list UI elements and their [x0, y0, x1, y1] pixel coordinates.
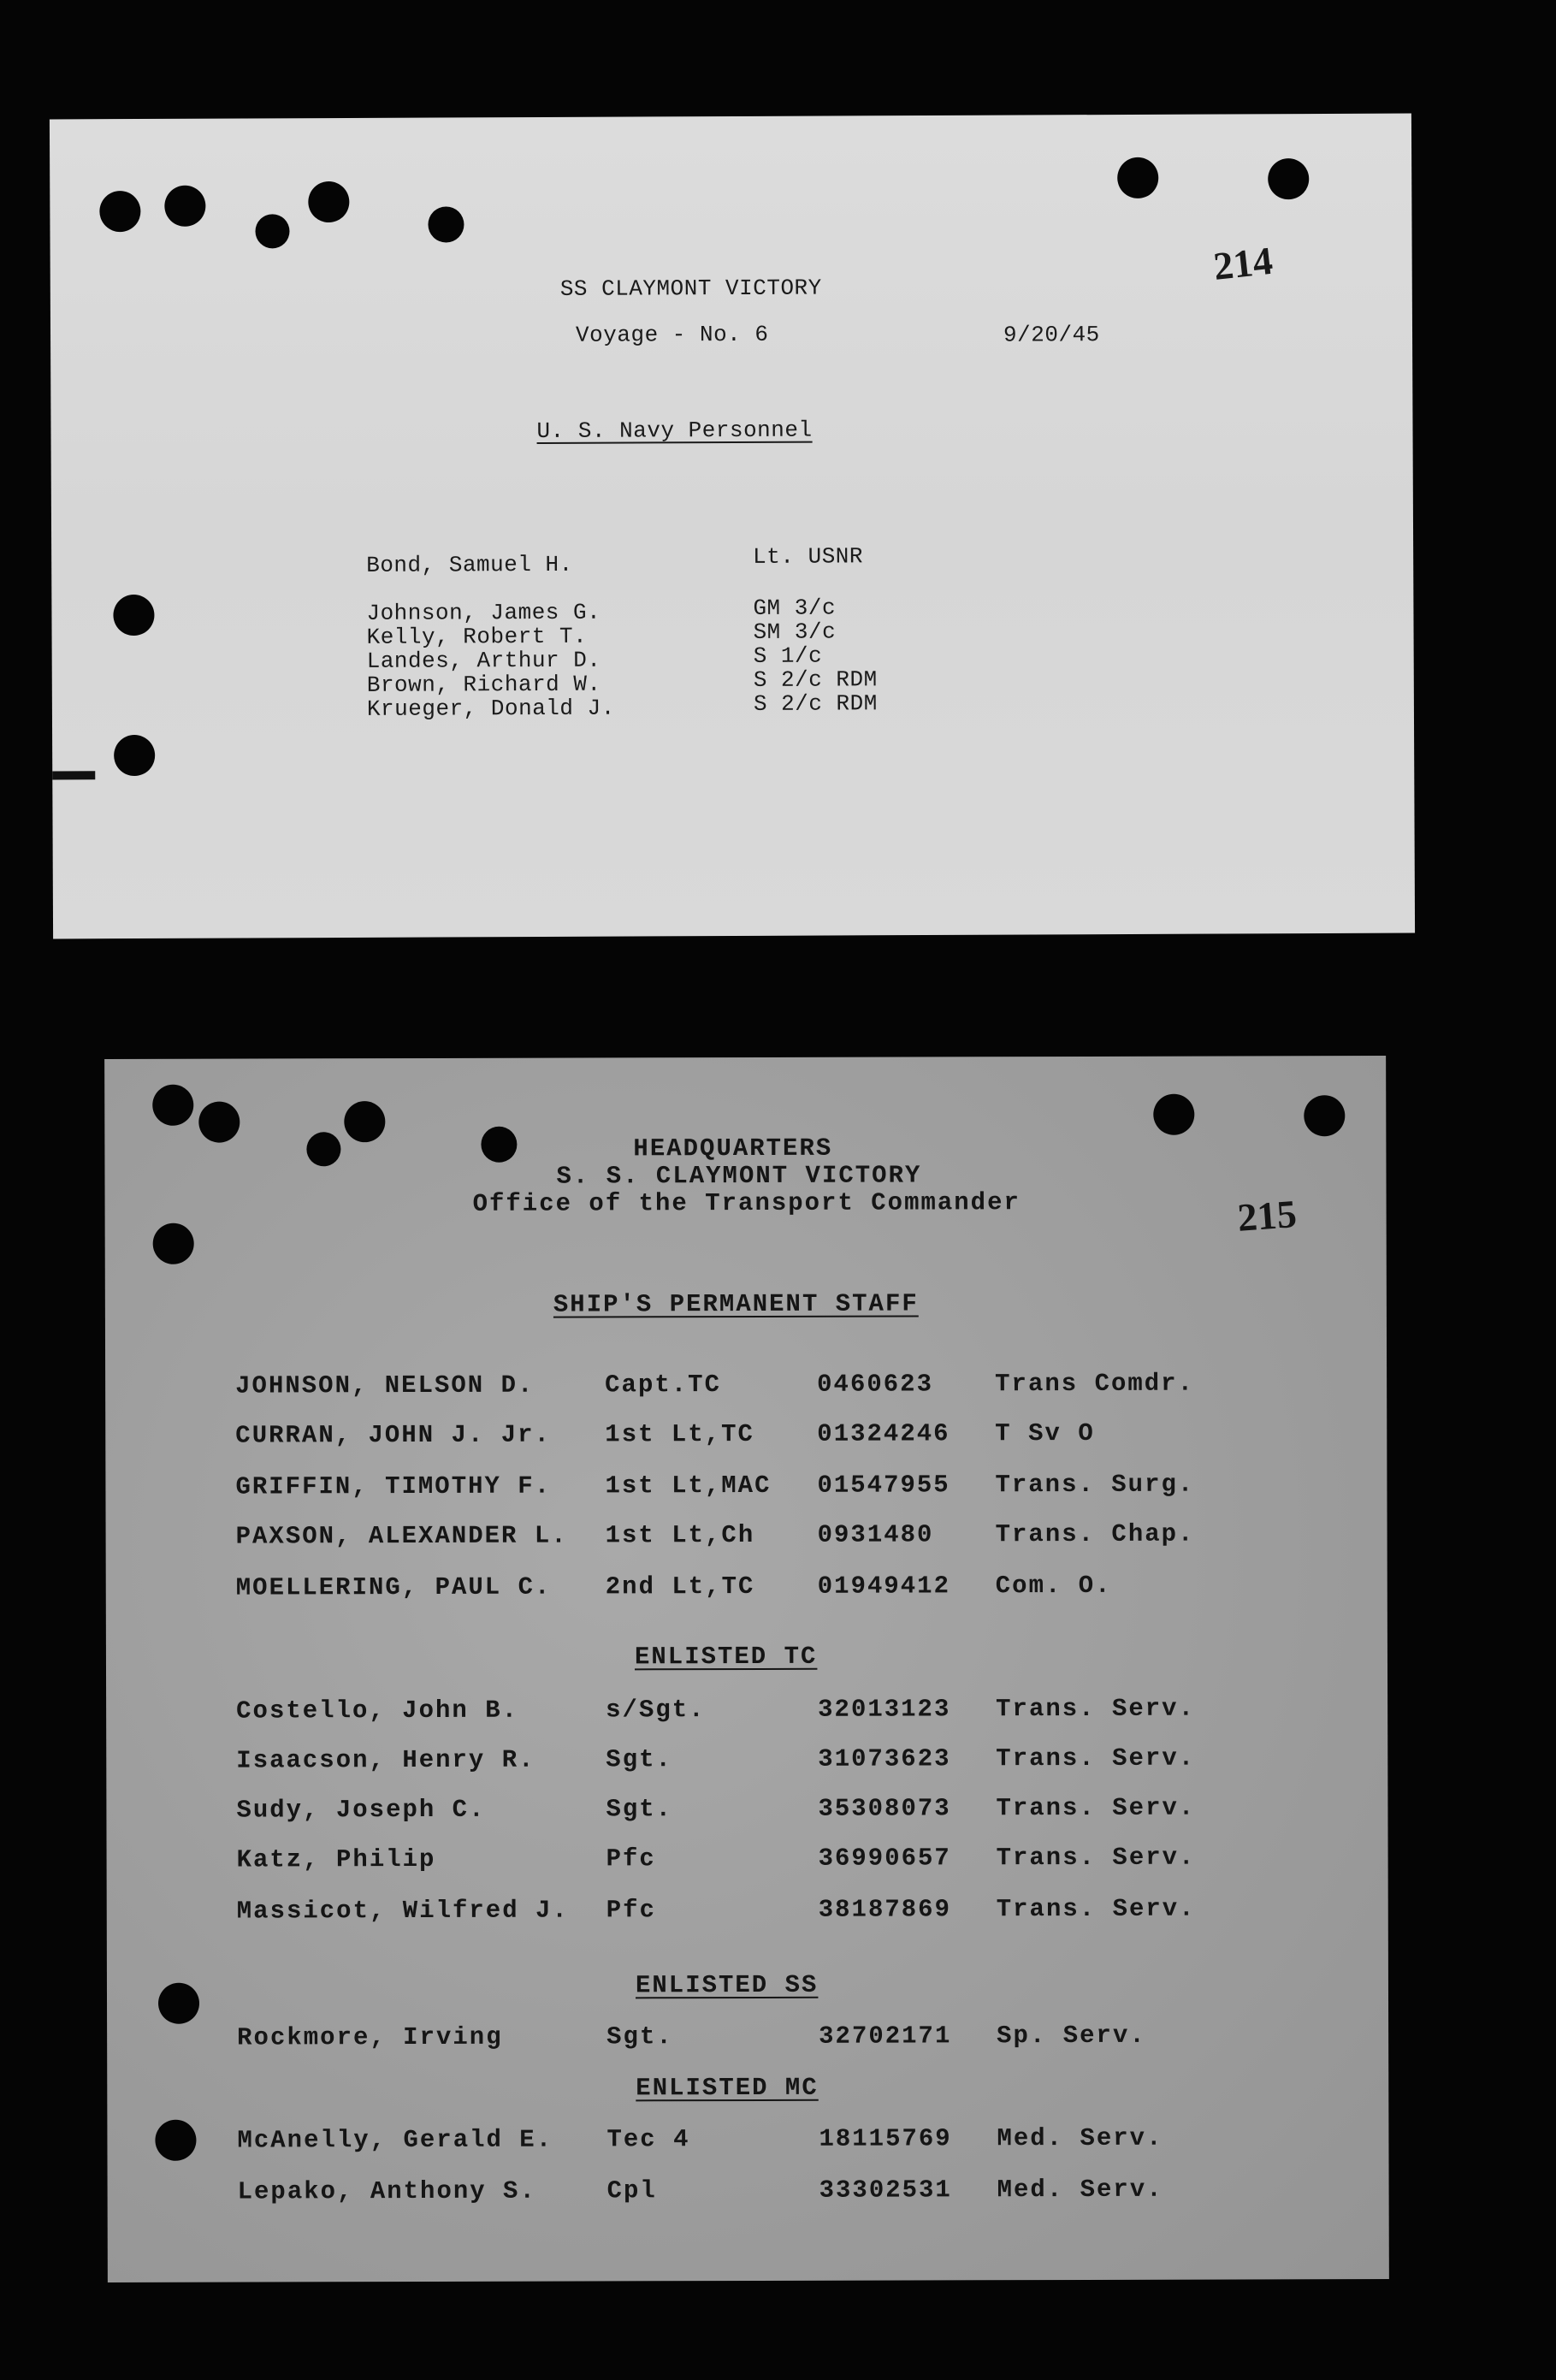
- punch-hole: [113, 595, 154, 636]
- punch-hole: [155, 2120, 196, 2161]
- personnel-name: Krueger, Donald J.: [366, 695, 615, 722]
- staff-rank: 1st Lt,TC: [605, 1419, 754, 1449]
- personnel-name: Brown, Richard W.: [366, 671, 601, 698]
- staff-rank: 1st Lt,MAC: [605, 1471, 772, 1501]
- staff-duty: Trans. Surg.: [995, 1470, 1195, 1500]
- personnel-name: Landes, Arthur D.: [366, 647, 601, 674]
- section-title-enlisted-tc: ENLISTED TC: [634, 1642, 818, 1672]
- enlisted-name: Isaacson, Henry R.: [236, 1745, 535, 1775]
- punch-hole: [1117, 157, 1158, 198]
- enlisted-duty: Trans. Serv.: [996, 1793, 1196, 1823]
- ship-title: SS CLAYMONT VICTORY: [559, 275, 822, 302]
- enlisted-rank: Sgt.: [606, 1745, 672, 1774]
- punch-hole: [481, 1127, 517, 1163]
- staff-name: MOELLERING, PAUL C.: [235, 1572, 552, 1602]
- enlisted-duty: Sp. Serv.: [997, 2021, 1146, 2051]
- staff-rank: 1st Lt,Ch: [605, 1520, 755, 1550]
- enlisted-duty: Trans. Serv.: [996, 1744, 1196, 1773]
- punch-hole: [428, 206, 464, 242]
- punch-hole: [1304, 1095, 1345, 1136]
- document-date: 9/20/45: [1003, 322, 1100, 348]
- staff-serial: 01547955: [817, 1471, 950, 1500]
- enlisted-serial: 38187869: [818, 1895, 952, 1924]
- document-page-214: [50, 114, 1415, 939]
- enlisted-serial: 36990657: [818, 1844, 951, 1873]
- staff-serial: 0460623: [817, 1370, 934, 1399]
- punch-hole: [158, 1983, 199, 2024]
- enlisted-duty: Med. Serv.: [997, 2175, 1163, 2205]
- enlisted-duty: Trans. Serv.: [996, 1694, 1196, 1724]
- page-number: 214: [1211, 238, 1275, 288]
- enlisted-name: Rockmore, Irving: [237, 2022, 503, 2052]
- staff-name: GRIFFIN, TIMOTHY F.: [235, 1471, 552, 1501]
- header-line-3: Office of the Transport Commander: [472, 1188, 1021, 1218]
- enlisted-rank: Tec 4: [606, 2125, 690, 2154]
- staff-serial: 01324246: [817, 1419, 950, 1448]
- staff-rank: 2nd Lt,TC: [605, 1572, 755, 1601]
- enlisted-duty: Trans. Serv.: [996, 1843, 1196, 1873]
- enlisted-rank: Pfc: [606, 1896, 656, 1925]
- punch-hole: [344, 1101, 385, 1142]
- enlisted-name: McAnelly, Gerald E.: [237, 2125, 553, 2155]
- section-title-staff: SHIP'S PERMANENT STAFF: [553, 1289, 919, 1319]
- enlisted-duty: Trans. Serv.: [996, 1894, 1196, 1924]
- punch-hole: [308, 181, 349, 222]
- enlisted-rank: Sgt.: [606, 1795, 673, 1824]
- section-title-enlisted-mc: ENLISTED MC: [636, 2073, 819, 2103]
- page-number: 215: [1235, 1191, 1299, 1240]
- enlisted-serial: 32702171: [819, 2022, 952, 2051]
- staff-name: PAXSON, ALEXANDER L.: [235, 1521, 568, 1551]
- header-line-2: S. S. CLAYMONT VICTORY: [556, 1161, 922, 1191]
- staff-duty: Trans Comdr.: [995, 1369, 1195, 1399]
- enlisted-rank: Pfc: [606, 1844, 656, 1874]
- enlisted-serial: 33302531: [819, 2176, 952, 2205]
- enlisted-serial: 32013123: [818, 1695, 951, 1724]
- enlisted-serial: 31073623: [818, 1744, 951, 1773]
- staff-duty: Trans. Chap.: [995, 1519, 1195, 1549]
- punch-hole: [152, 1085, 193, 1126]
- personnel-rank: GM 3/c: [753, 595, 837, 621]
- personnel-name: Kelly, Robert T.: [366, 623, 588, 650]
- staff-serial: 0931480: [817, 1520, 934, 1549]
- edge-mark: [52, 771, 95, 779]
- enlisted-name: Lepako, Anthony S.: [237, 2176, 536, 2206]
- punch-hole: [306, 1132, 340, 1166]
- enlisted-duty: Med. Serv.: [997, 2123, 1163, 2153]
- punch-hole: [164, 186, 205, 227]
- staff-duty: T Sv O: [995, 1418, 1095, 1448]
- personnel-name: Bond, Samuel H.: [366, 551, 573, 578]
- personnel-rank: S 1/c: [753, 642, 823, 669]
- enlisted-name: Katz, Philip: [236, 1844, 436, 1874]
- punch-hole: [153, 1223, 194, 1264]
- punch-hole: [99, 191, 140, 232]
- enlisted-serial: 35308073: [818, 1794, 951, 1823]
- enlisted-name: Sudy, Joseph C.: [236, 1795, 486, 1825]
- document-page-215: [104, 1056, 1389, 2282]
- punch-hole: [114, 735, 155, 776]
- staff-rank: Capt.TC: [605, 1371, 722, 1400]
- personnel-rank: S 2/c RDM: [753, 666, 878, 693]
- enlisted-serial: 18115769: [819, 2124, 952, 2153]
- enlisted-rank: s/Sgt.: [606, 1696, 706, 1725]
- staff-name: JOHNSON, NELSON D.: [235, 1371, 535, 1400]
- section-title-enlisted-ss: ENLISTED SS: [635, 1970, 819, 2000]
- voyage-number: Voyage - No. 6: [575, 321, 769, 348]
- enlisted-name: Massicot, Wilfred J.: [236, 1896, 569, 1926]
- personnel-rank: Lt. USNR: [753, 543, 864, 570]
- staff-duty: Com. O.: [995, 1571, 1112, 1601]
- header-line-1: HEADQUARTERS: [633, 1134, 833, 1163]
- section-title: U. S. Navy Personnel: [536, 417, 813, 444]
- punch-hole: [1153, 1094, 1194, 1135]
- enlisted-rank: Cpl: [606, 2176, 657, 2205]
- personnel-rank: S 2/c RDM: [753, 690, 878, 717]
- punch-hole: [198, 1102, 240, 1143]
- punch-hole: [1268, 158, 1309, 199]
- personnel-rank: SM 3/c: [753, 619, 837, 645]
- staff-name: CURRAN, JOHN J. Jr.: [235, 1420, 551, 1450]
- punch-hole: [255, 214, 289, 248]
- staff-serial: 01949412: [817, 1572, 951, 1601]
- personnel-name: Johnson, James G.: [366, 599, 601, 626]
- enlisted-rank: Sgt.: [606, 2022, 673, 2051]
- enlisted-name: Costello, John B.: [236, 1696, 519, 1726]
